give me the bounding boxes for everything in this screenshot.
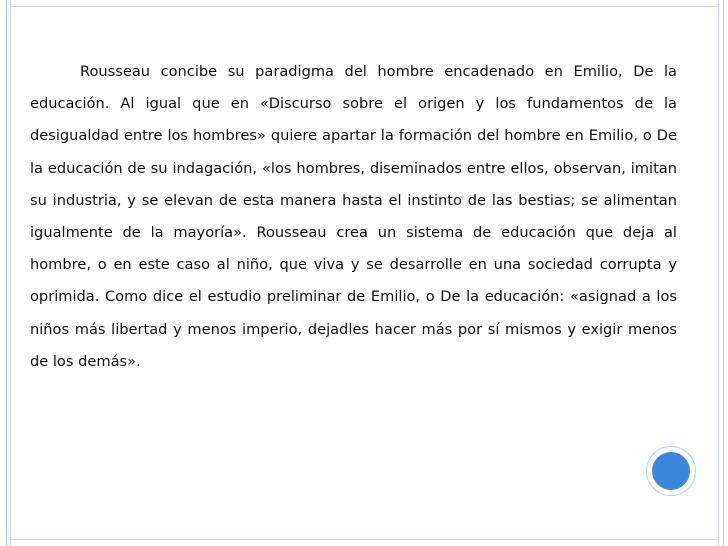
frame-line-right-inner	[718, 0, 719, 546]
frame-line-right-outer	[723, 0, 724, 546]
frame-line-top	[11, 6, 718, 7]
decorative-circle-accent	[652, 452, 690, 490]
frame-line-left-outer	[6, 0, 7, 546]
frame-line-bottom	[11, 539, 718, 540]
slide-body-text: Rousseau concibe su paradigma del hombre encadenado en Emilio, De la educación. Al igual que en «Discurso sobre el origen y los fundamentos de la desigualdad entre los hombres» quiere apartar la formación del hombre en Emilio, o De la educación de su indagación, «los hombres, diseminados entre ellos, observan, imitan su industria, y se elevan de esta manera hasta el instinto de las bestias; se alimentan igualmente de la mayoría». Rousseau crea un sistema de educación que deja al hombre, o en este caso al niño, que viva y se desarrolle en una sociedad corrupta y oprimida. Como dice el estudio preliminar de Emilio, o De la educación: «asignad a los niños más libertad y menos imperio, dejadles hacer más por sí mismos y exigir menos de los demás».	[30, 63, 677, 370]
frame-line-left-inner	[10, 0, 11, 546]
